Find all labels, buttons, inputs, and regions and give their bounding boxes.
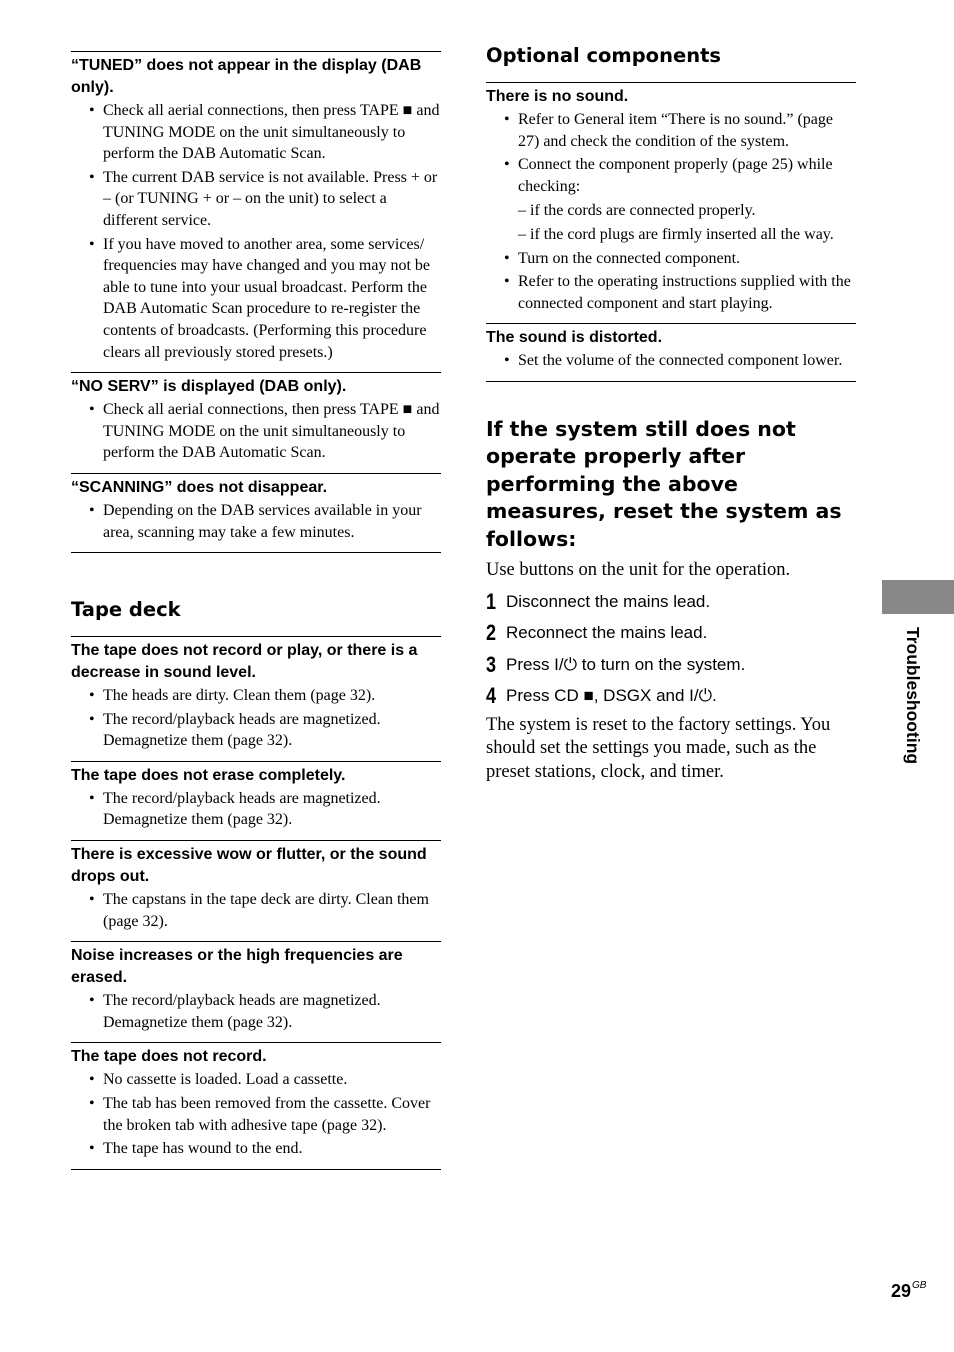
bullet: • [89, 102, 95, 119]
reset-step [486, 680, 856, 712]
list-item: • Refer to General item “There is no sound.” (page 27) and check the condition of the system. [504, 111, 833, 150]
right-column [486, 44, 856, 784]
step-number: 2 [486, 620, 497, 646]
page-number: $29^{GB}$ [891, 1280, 927, 1301]
list-item: • The record/playback heads are magnetized. Demagnetize them (page 32). [89, 789, 381, 829]
step-text: Disconnect the mains lead. [506, 591, 711, 611]
optional-components-title: Optional components [486, 44, 721, 67]
bullet-list [71, 399, 441, 473]
reset-result: The system is reset to the factory settings. You should set the settings you made, such as the preset stations, clock, and timer. [486, 714, 831, 782]
list-item: • Refer to the operating instructions supplied with the connected component and start playing. [504, 273, 851, 312]
bullet: • [89, 687, 95, 705]
tape-deck-title: Tape deck [71, 598, 181, 622]
section-heading: “TUNED” does not appear in the display (DAB only). [71, 57, 422, 96]
bullet-list [71, 788, 441, 840]
troubleshooting-section [71, 761, 441, 840]
bullet: • [504, 111, 510, 128]
section-heading: The tape does not record. [71, 1048, 267, 1066]
bullet: • [89, 501, 95, 519]
step-number: 4 [486, 683, 497, 709]
list-item: • The tab has been removed from the cassette. Cover the broken tab with adhesive tape (page 32). [89, 1095, 431, 1134]
list-item: • Check all aerial connections, then press TAPE ■ and TUNING MODE on the unit simultaneously to perform the DAB Automatic Scan. [89, 401, 440, 462]
troubleshooting-section [71, 941, 441, 1042]
section-heading: There is excessive wow or flutter, or the sound drops out. [71, 846, 427, 886]
list-item: • No cassette is loaded. Load a cassette. [71, 1069, 441, 1091]
bullet: • [504, 352, 510, 370]
divider [71, 1169, 441, 1170]
list-item: • Depending on the DAB services available in your area, scanning may take a few minutes. [89, 501, 422, 541]
bullet-list [486, 350, 856, 381]
bullet-list [71, 500, 441, 552]
bullet: • [89, 1095, 95, 1113]
reset-intro: Use buttons on the unit for the operation. [486, 560, 791, 581]
step-number: 1 [486, 588, 497, 614]
list-item: • The tape has wound to the end. [71, 1138, 441, 1160]
bullet: • [504, 249, 510, 267]
step-text: Press I/⏻ to turn on the system. [506, 654, 746, 674]
side-tab-label: Troubleshooting [903, 627, 923, 765]
list-item: • Turn on the connected component. [486, 248, 856, 270]
list-item: • If you have moved to another area, some services/ frequencies may have changed and you may not be able to tune into your usual broadcast. Perform the DAB Automatic Scan procedure to re-register the contents of broadcasts. (Performing this procedure clears all previously stored presets.) [89, 235, 430, 361]
bullet-list [71, 685, 441, 761]
bullet: • [504, 273, 510, 291]
section-heading: “SCANNING” does not disappear. [71, 478, 328, 496]
bullet: • [504, 156, 510, 174]
bullet-list [71, 990, 441, 1042]
troubleshooting-section [71, 636, 441, 761]
dash-item: – if the cord plugs are firmly inserted all the way. [518, 225, 834, 243]
list-item: • The record/playback heads are magnetized. Demagnetize them (page 32). [89, 992, 381, 1031]
section-heading: The sound is distorted. [486, 329, 663, 347]
left-column [71, 51, 441, 1170]
bullet: • [89, 1071, 95, 1089]
list-item: • The capstans in the tape deck are dirty. Clean them (page 32). [89, 891, 429, 930]
troubleshooting-section [71, 840, 441, 941]
troubleshooting-section [71, 473, 441, 552]
troubleshooting-section [71, 1042, 441, 1168]
reset-title: If the system still does not operate properly after performing the above measures, reset the system as follows: [486, 416, 842, 551]
dash-item: – if the cords are connected properly. [518, 202, 756, 220]
reset-step [486, 586, 856, 618]
bullet: • [89, 789, 95, 807]
distorted-section [486, 323, 856, 381]
reset-step [486, 617, 856, 649]
list-item: • Connect the component properly (page 25) while checking: [504, 156, 833, 195]
step-text: Reconnect the mains lead. [506, 623, 708, 643]
section-heading: The tape does not record or play, or there is a decrease in sound level. [71, 642, 418, 682]
reset-step [486, 649, 856, 681]
list-item: • The current DAB service is not available. Press + or – (or TUNING + or – on the unit) to select a different service. [89, 168, 438, 229]
step-number: 3 [486, 651, 497, 677]
section-heading: Noise increases or the high frequencies are erased. [71, 947, 403, 987]
bullet-list [71, 1069, 441, 1168]
reset-steps [486, 586, 856, 712]
bullet-list [71, 100, 441, 372]
list-item: • Check all aerial connections, then press TAPE ■ and TUNING MODE on the unit simultaneously to perform the DAB Automatic Scan. [89, 102, 440, 163]
step-text: Press CD ■, DSGX and I/⏻. [506, 686, 717, 706]
troubleshooting-section [71, 372, 441, 473]
troubleshooting-section [71, 51, 441, 372]
bullet: • [89, 1140, 95, 1158]
section-heading: There is no sound. [486, 88, 629, 105]
tape-sections [71, 636, 441, 1170]
list-item: • Set the volume of the connected component lower. [486, 350, 856, 372]
list-item: • The heads are dirty. Clean them (page 32). [71, 685, 441, 707]
list-item: • The record/playback heads are magnetized. Demagnetize them (page 32). [89, 710, 381, 750]
section-tab [882, 580, 954, 614]
section-heading: “NO SERV” is displayed (DAB only). [71, 378, 347, 396]
bullet: • [89, 168, 95, 186]
bullet: • [89, 710, 95, 728]
bullet-list [486, 109, 856, 323]
bullet: • [89, 891, 95, 909]
bullet: • [89, 235, 95, 253]
no-sound-section [486, 82, 856, 323]
bullet: • [89, 401, 95, 419]
tuner-sections [71, 51, 441, 553]
bullet: • [89, 992, 95, 1010]
section-heading: The tape does not erase completely. [71, 766, 346, 784]
bullet-list [71, 889, 441, 941]
